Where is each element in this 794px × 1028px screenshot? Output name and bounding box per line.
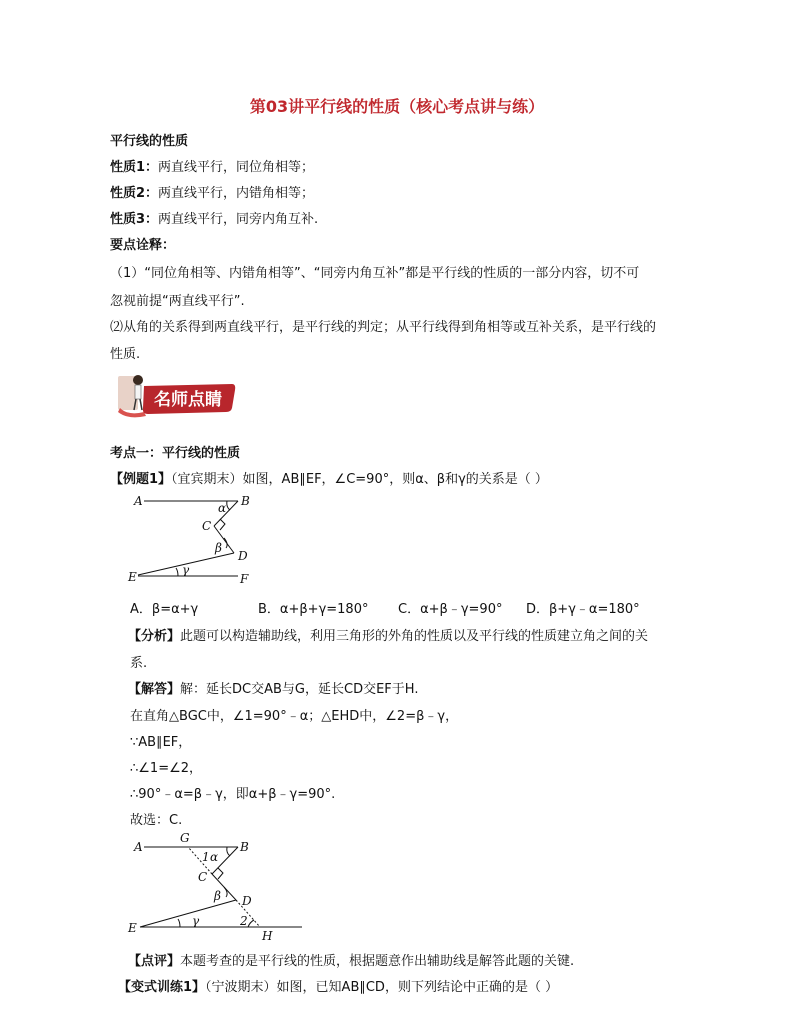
option-d: D．β+γ﹣α=180°	[526, 602, 640, 617]
label-gamma: γ	[192, 914, 200, 928]
label-2: 2	[240, 914, 248, 928]
section-heading: 平行线的性质	[110, 134, 189, 149]
label-f: F	[240, 572, 249, 586]
answer-line-6: 故选：C.	[130, 813, 183, 828]
comment-line	[128, 950, 574, 969]
gamma-arc	[176, 568, 178, 576]
alpha-arc	[227, 847, 230, 856]
property-3	[110, 208, 318, 227]
example1-label: 【例题1】	[110, 472, 172, 487]
property-label: 性质3：	[110, 212, 159, 227]
right-angle-mark	[218, 868, 223, 879]
label-a: A	[134, 494, 143, 508]
label-gamma: γ	[182, 563, 190, 577]
analysis-text: 此题可以构造辅助线，利用三角形的外角的性质以及平行线的性质建立角之间的关	[180, 629, 649, 644]
label-beta: β	[214, 889, 221, 903]
variant1-question	[118, 976, 558, 995]
property-2	[110, 182, 314, 201]
key-point-2-line-b: 性质.	[110, 347, 141, 362]
property-text: 两直线平行，内错角相等；	[158, 186, 315, 201]
figure-1	[126, 490, 276, 588]
key-point-1-line-b: 忽视前提“两直线平行”.	[110, 294, 245, 309]
label-beta: β	[215, 541, 222, 555]
label-alpha: α	[210, 850, 219, 864]
property-1	[110, 156, 314, 175]
property-text: 两直线平行，同位角相等；	[158, 160, 315, 175]
teacher-tips-badge	[114, 368, 238, 420]
answer-line-1	[128, 678, 418, 697]
example1-question-text: （宜宾期末）如图，AB∥EF，∠C=90°，则α、β和γ的关系是（ ）	[171, 472, 548, 487]
property-label: 性质1：	[110, 160, 159, 175]
answer-label: 【解答】	[128, 682, 181, 697]
answer-text: 解：延长DC交AB与G，延长CD交EF于H.	[180, 682, 419, 697]
comment-label: 【点评】	[128, 954, 181, 969]
key-points-heading: 要点诠释：	[110, 238, 176, 253]
beta-arc	[224, 887, 227, 897]
segment-de	[140, 900, 236, 927]
label-a: A	[134, 840, 143, 854]
label-b: B	[240, 840, 249, 854]
figure-2	[126, 830, 306, 942]
answer-line-5: ∴90°﹣α=β﹣γ，即α+β﹣γ=90°.	[130, 787, 336, 802]
label-e: E	[128, 921, 137, 935]
alpha-arc	[227, 501, 230, 510]
answer-line-3: ∵AB∥EF，	[130, 735, 192, 750]
label-d: D	[242, 894, 252, 908]
property-text: 两直线平行，同旁内角互补.	[158, 212, 319, 227]
label-e: E	[128, 570, 137, 584]
angle-2-arc	[248, 920, 254, 927]
analysis-line-b: 系.	[130, 656, 148, 671]
comment-text: 本题考查的是平行线的性质，根据题意作出辅助线是解答此题的关键.	[180, 954, 575, 969]
option-b: B．α+β+γ=180°	[258, 602, 369, 617]
property-label: 性质2：	[110, 186, 159, 201]
answer-line-4: ∴∠1=∠2，	[130, 761, 203, 776]
analysis-line-a	[128, 625, 648, 644]
right-angle-mark	[220, 519, 225, 530]
badge-label: 名师点睛	[154, 390, 222, 410]
option-a: A．β=α+γ	[130, 602, 199, 617]
label-1: 1	[202, 850, 210, 864]
label-b: B	[241, 494, 250, 508]
analysis-label: 【分析】	[128, 629, 181, 644]
option-c: C．α+β﹣γ=90°	[398, 602, 503, 617]
key-point-1-line-a: （1）“同位角相等、内错角相等”、“同旁内角互补”都是平行线的性质的一部分内容，切不可	[110, 266, 640, 281]
variant1-text: （宁波期末）如图，已知AB∥CD，则下列结论中正确的是（ ）	[205, 980, 559, 995]
label-c: C	[198, 870, 208, 884]
exam-point-heading: 考点一：平行线的性质	[110, 446, 241, 461]
key-point-2-line-a: ⑵从角的关系得到两直线平行，是平行线的判定；从平行线得到角相等或互补关系，是平行线的	[110, 320, 657, 335]
label-c: C	[202, 519, 212, 533]
answer-line-2: 在直角△BGC中，∠1=90°﹣α；△EHD中，∠2=β﹣γ，	[130, 709, 459, 724]
page-title: 第03讲平行线的性质（核心考点讲与练）	[249, 97, 545, 116]
label-alpha: α	[218, 501, 227, 515]
label-h: H	[262, 929, 273, 942]
label-g: G	[180, 831, 190, 845]
teacher-figure-icon	[118, 375, 146, 417]
gamma-arc	[178, 919, 180, 927]
example1-question	[110, 468, 548, 487]
label-d: D	[238, 549, 248, 563]
variant1-label: 【变式训练1】	[118, 980, 206, 995]
